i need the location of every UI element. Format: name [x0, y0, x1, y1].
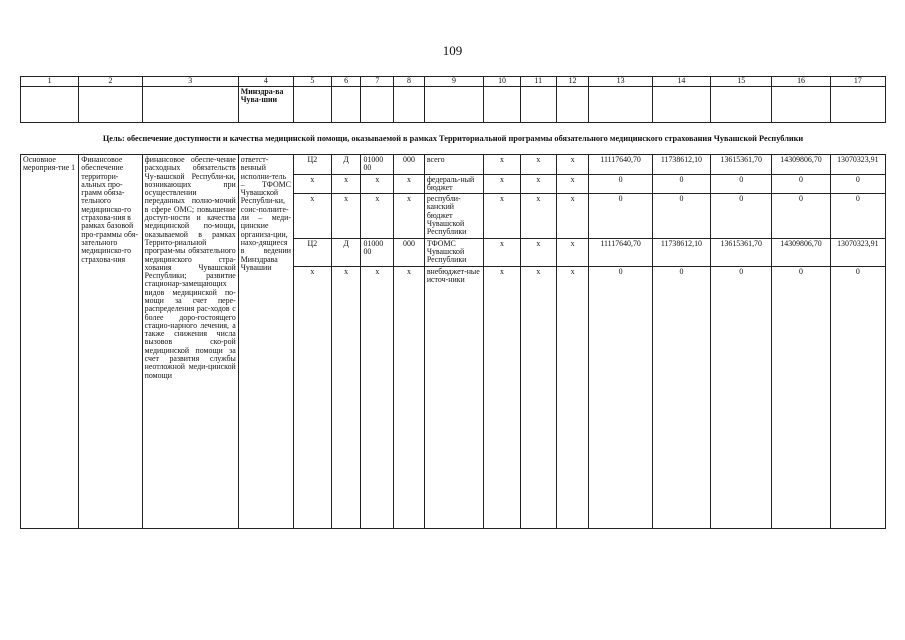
cell-v13: 0: [589, 194, 652, 238]
cell-source: всего: [424, 154, 483, 174]
continuation-row: [21, 87, 886, 123]
cell-v13: 0: [589, 174, 652, 194]
column-number: 13: [589, 77, 652, 87]
cell-c7: x: [361, 194, 394, 238]
cell-c11: x: [520, 154, 556, 174]
cell-c5: x: [293, 174, 331, 194]
column-number: 2: [79, 77, 142, 87]
cell-c8: x: [394, 194, 425, 238]
column-number: 12: [556, 77, 589, 87]
cell-c5: Ц2: [293, 154, 331, 174]
cell-v15: 13615361,70: [711, 238, 772, 266]
activity-responsible: ответст-венный исполни-тель – ТФОМС Чувашской Республи-ки, соис-полните-ли – меди-цинские организа-ции, нахо-дящиеся в ведении Минздрава Чувашии: [238, 154, 293, 528]
cell-source: ТФОМС Чувашской Республики: [424, 238, 483, 266]
cell-v14: 0: [652, 266, 710, 285]
cell-c7: 01000 00: [361, 238, 394, 266]
activity-description: финансовое обеспе-чение расходных обязательств Чу-вашской Республи-ки, возникающих при осуществлении переданных полно-мочий в сфере ОМС; повышение доступ-ности и качества медицинской по-мощи, оказываемой в рамках Террито-риальной програм-мы обязательного медицинского стра-хования Чувашской Республики; развитие стационар-замещающих видов медицинской по-мощи за счет пере-распределения рас-ходов с более доро-гостоящего стацио-нарного лечения, а также снижения числа вызовов ско-рой медицинской помощи за счет развития службы неотложной меди-цинской помощи: [142, 154, 238, 528]
column-number: 9: [424, 77, 483, 87]
cell-v13: 0: [589, 266, 652, 285]
table-row: [21, 154, 886, 174]
cell-c6: Д: [331, 238, 361, 266]
cell-v13: 11117640,70: [589, 238, 652, 266]
cell-c6: x: [331, 194, 361, 238]
cell-v16: 14309806,70: [772, 154, 830, 174]
cell-source: республи-канский бюджет Чувашской Республики: [424, 194, 483, 238]
cell-v14: 11738612,10: [652, 154, 710, 174]
cell-v16: 0: [772, 194, 830, 238]
cell-c7: x: [361, 174, 394, 194]
cell-c5: x: [293, 266, 331, 285]
cell-v17: 0: [830, 174, 885, 194]
cell-c6: Д: [331, 154, 361, 174]
cell-c10: x: [484, 194, 521, 238]
cell-c10: x: [484, 266, 521, 285]
cell-v13: 11117640,70: [589, 154, 652, 174]
cell-c11: x: [520, 194, 556, 238]
column-number: 7: [361, 77, 394, 87]
cell-c8: x: [394, 174, 425, 194]
cell-v17: 0: [830, 194, 885, 238]
cell-v17: 13070323,91: [830, 154, 885, 174]
cell-c11: x: [520, 266, 556, 285]
goal-text: Цель: обеспечение доступности и качества медицинской помощи, оказываемой в рамках Территориальной программы обязательного медицинского страхования Чувашской Республики: [21, 123, 886, 155]
cell-v15: 0: [711, 174, 772, 194]
cell-c10: x: [484, 238, 521, 266]
cell-source: федераль-ный бюджет: [424, 174, 483, 194]
column-number: 8: [394, 77, 425, 87]
cell-v17: 13070323,91: [830, 238, 885, 266]
column-number: 5: [293, 77, 331, 87]
cell-c11: x: [520, 174, 556, 194]
cell-c12: x: [556, 266, 589, 285]
cell-c7: 01000 00: [361, 154, 394, 174]
cell-c10: x: [484, 154, 521, 174]
cell-c8: 000: [394, 238, 425, 266]
column-number: 4: [238, 77, 293, 87]
column-number: 1: [21, 77, 79, 87]
activity-name: Основное мероприя-тие 1: [21, 154, 79, 528]
cell-c8: x: [394, 266, 425, 285]
cell-v16: 0: [772, 174, 830, 194]
cell-c12: x: [556, 194, 589, 238]
cell-v15: 0: [711, 266, 772, 285]
cell-c5: x: [293, 194, 331, 238]
cell-v16: 14309806,70: [772, 238, 830, 266]
activity-title: Финансовое обеспечение территори-альных про-грамм обяза-тельного медицинско-го страхова-ния в рамках базовой про-граммы обя-зательного медицинско-го страхова-ния: [79, 154, 142, 528]
cell-v15: 0: [711, 194, 772, 238]
column-number: 11: [520, 77, 556, 87]
cell-c12: x: [556, 238, 589, 266]
cell-c6: x: [331, 174, 361, 194]
cell-v16: 0: [772, 266, 830, 285]
continuation-ministry: Минздра-ва Чува-шии: [238, 87, 293, 123]
cell-c8: 000: [394, 154, 425, 174]
cell-c6: x: [331, 266, 361, 285]
cell-v14: 0: [652, 194, 710, 238]
cell-c11: x: [520, 238, 556, 266]
cell-c5: Ц2: [293, 238, 331, 266]
cell-source: внебюджет-ные источ-ники: [424, 266, 483, 285]
cell-v14: 0: [652, 174, 710, 194]
cell-c12: x: [556, 154, 589, 174]
column-number: 16: [772, 77, 830, 87]
column-number: 14: [652, 77, 710, 87]
column-number: 15: [711, 77, 772, 87]
cell-c7: x: [361, 266, 394, 285]
column-number: 3: [142, 77, 238, 87]
column-number: 10: [484, 77, 521, 87]
cell-c12: x: [556, 174, 589, 194]
column-number: 17: [830, 77, 885, 87]
column-numbers-row: [21, 77, 886, 87]
cell-v15: 13615361,70: [711, 154, 772, 174]
page-number: 109: [442, 43, 463, 58]
cell-v14: 11738612,10: [652, 238, 710, 266]
goal-row: [21, 123, 886, 155]
cell-v17: 0: [830, 266, 885, 285]
column-number: 6: [331, 77, 361, 87]
cell-c10: x: [484, 174, 521, 194]
program-table: [20, 76, 886, 529]
